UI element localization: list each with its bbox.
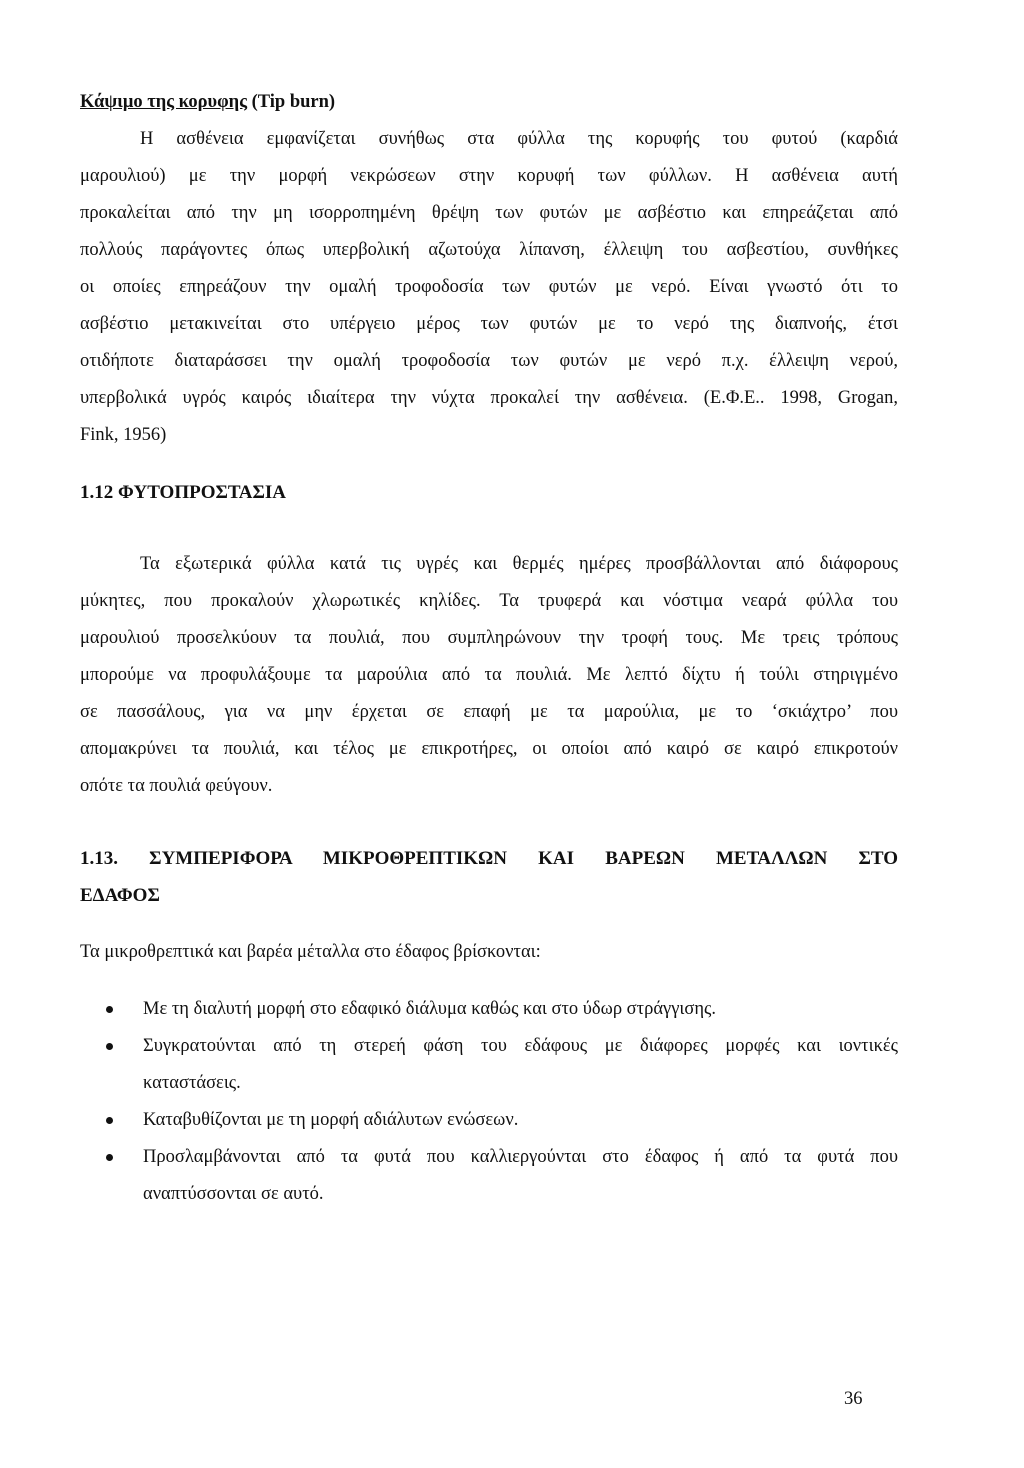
tipburn-line: υπερβολικά υγρός καιρός ιδιαίτερα την νύχτα προκαλεί την ασθένεια. (Ε.Φ.Ε.. 1998, Grogan, — [80, 388, 898, 408]
bullet-line: Με τη διαλυτή μορφή στο εδαφικό διάλυμα καθώς και στο ύδωρ στράγγισης. — [143, 999, 716, 1019]
bullet-line: Συγκρατούνται από τη στερεή φάση του εδάφους με διάφορες μορφές και ιοντικές — [143, 1036, 898, 1056]
section-112-line: απομακρύνει τα πουλιά, και τέλος με επικροτήρες, οι οποίοι από καιρό σε καιρό επικροτούν — [80, 739, 898, 759]
bullet-dot-icon — [106, 1154, 113, 1161]
tipburn-title: Κάψιμο της κορυφης — [80, 92, 247, 112]
bullet-line: καταστάσεις. — [143, 1073, 241, 1093]
tipburn-line: πολλούς παράγοντες όπως υπερβολική αζωτούχα λίπανση, έλλειψη του ασβεστίου, συνθήκες — [80, 240, 898, 260]
tipburn-line: προκαλείται από την μη ισορροπημένη θρέψη των φυτών με ασβέστιο και επηρεάζεται από — [80, 203, 898, 223]
section-112-line: μπορούμε να προφυλάξουμε τα μαρούλια από τα πουλιά. Με λεπτό δίχτυ ή τούλι στηριγμένο — [80, 665, 898, 685]
list-item — [80, 1102, 898, 1139]
section-112-heading: 1.12 ΦΥΤΟΠΡΟΣΤΑΣΙΑ — [80, 482, 287, 503]
section-112-line: Τα εξωτερικά φύλλα κατά τις υγρές και θερμές ημέρες προσβάλλονται από διάφορους — [140, 554, 898, 574]
bullet-dot-icon — [106, 1006, 113, 1013]
section-112-line: μύκητες, που προκαλούν χλωρωτικές κηλίδες. Τα τρυφερά και νόστιμα νεαρά φύλλα του — [80, 591, 898, 611]
tipburn-line: Η ασθένεια εμφανίζεται συνήθως στα φύλλα της κορυφής του φυτού (καρδιά — [140, 129, 898, 149]
section-113-bullet-list — [80, 991, 898, 1213]
tipburn-line: ασβέστιο μετακινείται στο υπέργειο μέρος των φυτών με το νερό της διαπνοής, έτσι — [80, 314, 898, 334]
tipburn-heading — [80, 84, 898, 121]
bullet-line: αναπτύσσονται σε αυτό. — [143, 1184, 324, 1204]
tipburn-title-suffix: (Tip burn) — [247, 92, 336, 112]
page-number: 36 — [844, 1389, 863, 1409]
tipburn-line: οτιδήποτε διαταράσσει την ομαλή τροφοδοσία των φυτών με νερό π.χ. έλλειψη νερού, — [80, 351, 898, 371]
section-113-intro: Τα μικροθρεπτικά και βαρέα μέταλλα στο έδαφος βρίσκονται: — [80, 942, 541, 962]
list-item — [80, 991, 898, 1028]
document-page — [80, 84, 898, 1213]
section-112-line: οπότε τα πουλιά φεύγουν. — [80, 776, 273, 796]
bullet-line: Καταβυθίζονται με τη μορφή αδιάλυτων ενώσεων. — [143, 1110, 519, 1130]
list-item — [80, 1139, 898, 1213]
tipburn-line: οι οποίες επηρεάζουν την ομαλή τροφοδοσία των φυτών με νερό. Είναι γνωστό ότι το — [80, 277, 898, 297]
section-112-line: σε πασσάλους, για να μην έρχεται σε επαφή με τα μαρούλια, με το ‘σκιάχτρο’ που — [80, 702, 898, 722]
section-113-heading-line1: 1.13. ΣΥΜΠΕΡΙΦΟΡΑ ΜΙΚΡΟΘΡΕΠΤΙΚΩΝ ΚΑΙ ΒΑΡΕΩΝ ΜΕΤΑΛΛΩΝ ΣΤΟ — [80, 848, 898, 869]
tipburn-line: μαρουλιού) με την μορφή νεκρώσεων στην κορυφή των φύλλων. Η ασθένεια αυτή — [80, 166, 898, 186]
tipburn-line: Fink, 1956) — [80, 425, 167, 445]
bullet-dot-icon — [106, 1043, 113, 1050]
section-113-heading-line2: ΕΔΑΦΟΣ — [80, 885, 160, 906]
bullet-dot-icon — [106, 1117, 113, 1124]
section-112-line: μαρουλιού προσελκύουν τα πουλιά, που συμπληρώνουν την τροφή τους. Με τρεις τρόπους — [80, 628, 898, 648]
list-item — [80, 1028, 898, 1102]
bullet-line: Προσλαμβάνονται από τα φυτά που καλλιεργούνται στο έδαφος ή από τα φυτά που — [143, 1147, 898, 1167]
